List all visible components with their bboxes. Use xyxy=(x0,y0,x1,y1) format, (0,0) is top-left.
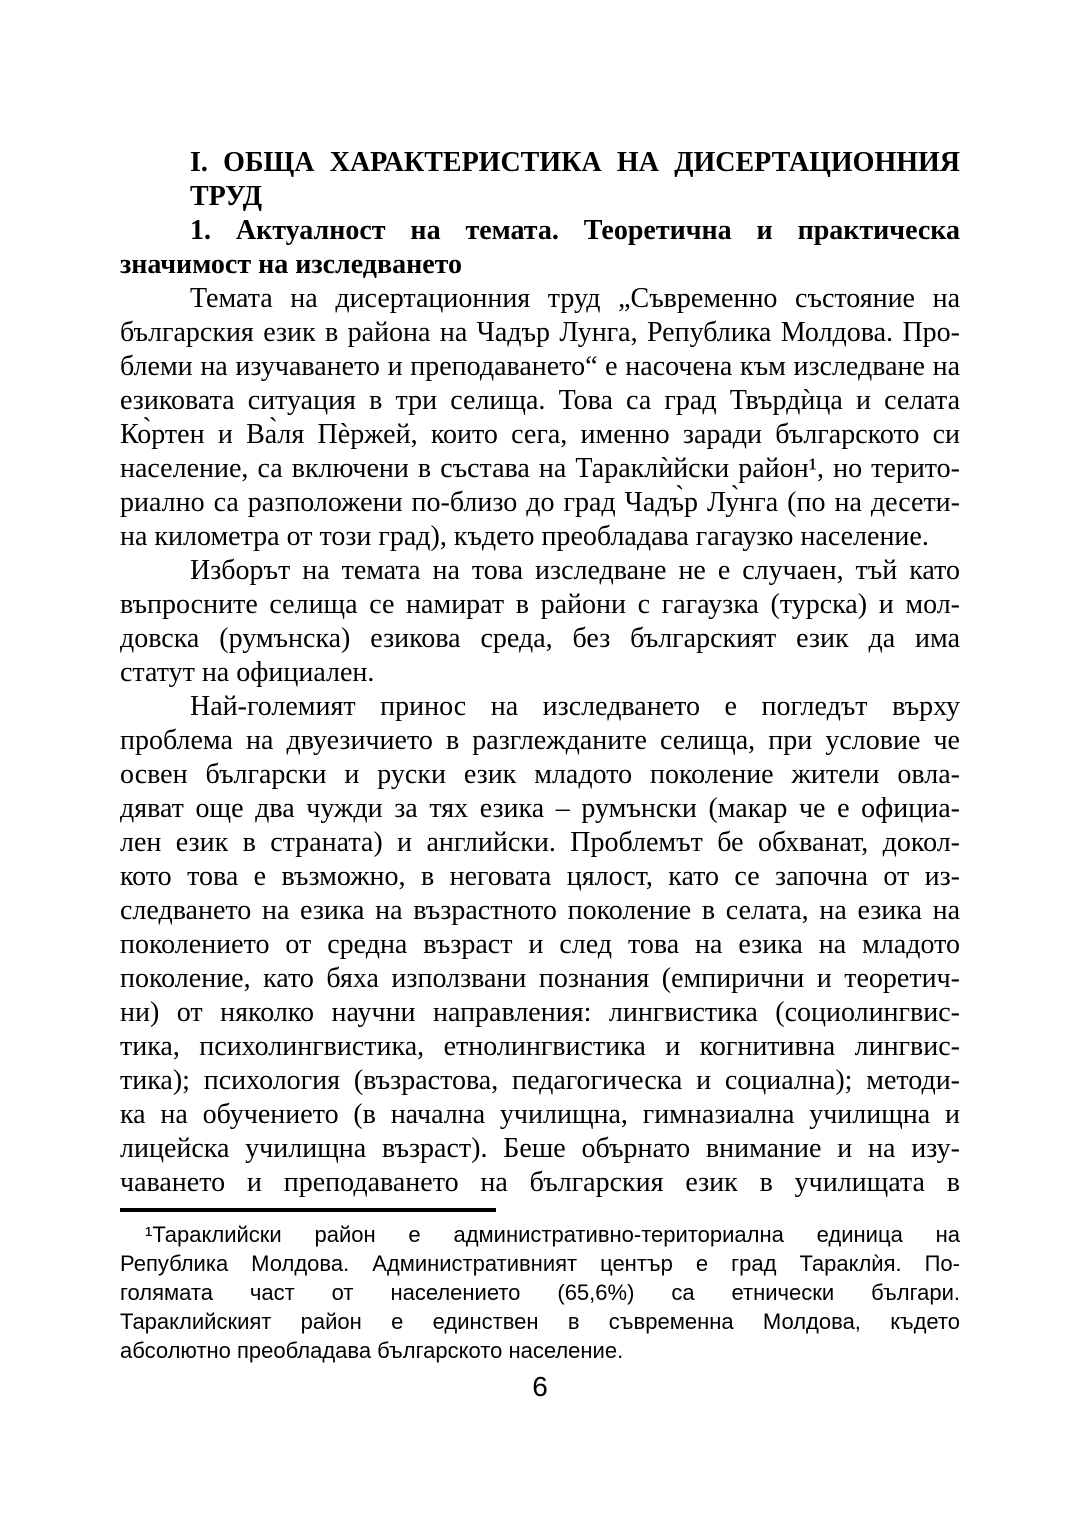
text-line: ни) от няколко научни направления: лингвистика (социолингвис- xyxy=(120,997,960,1028)
paragraph-3 xyxy=(120,690,960,1200)
footnote xyxy=(120,1220,960,1365)
footnote-separator xyxy=(120,1208,496,1212)
page-number: 6 xyxy=(532,1371,548,1402)
subsection-heading-line: значимост на изследването xyxy=(120,249,463,280)
text-line: Темата на дисертационния труд „Съвременно състояние на xyxy=(190,283,960,314)
text-line: тика); психология (възрастова, педагогическа и социална); методи- xyxy=(120,1065,960,1096)
text-line: поколението от средна възраст и след това на езика на младото xyxy=(120,929,960,960)
text-line: чаването и преподаването на българския език в училищата в xyxy=(120,1167,960,1198)
text-line: поколение, като бяха използвани познания (емпирични и теоретич- xyxy=(120,963,960,994)
text-line: проблема на двуезичието в разглежданите селища, при условие че xyxy=(120,725,960,756)
section-heading-line: I. ОБЩА ХАРАКТЕРИСТИКА НА ДИСЕРТАЦИОННИЯ xyxy=(190,147,960,178)
text-line: Най-големият принос на изследването е погледът върху xyxy=(190,691,960,722)
text-line: освен български и руски език младото поколение жители овла- xyxy=(120,759,960,790)
text-line: риално са разположени по-близо до град Чадъ̀р Лу̀нга (по на десети- xyxy=(120,487,960,518)
text-line: дяват още два чужди за тях езика – румънски (макар че е официа- xyxy=(120,793,960,824)
text-line: ка на обучението (в начална училищна, гимназиална училищна и xyxy=(120,1099,960,1130)
section-heading xyxy=(120,146,960,214)
paragraph-1 xyxy=(120,282,960,554)
text-line: Ко̀ртен и Ва̀ля Пѐржей, които сега, именно заради българското си xyxy=(120,419,960,450)
text-line: езиковата ситуация в три селища. Това са град Твърдѝца и селата xyxy=(120,385,960,416)
text-line: на километра от този град), където преобладава гагаузко население. xyxy=(120,521,929,552)
footnote-line: ¹Тараклийски район е административно-териториална единица на xyxy=(145,1222,960,1247)
subsection-heading-line: 1. Актуалност на темата. Теоретична и практическа xyxy=(190,215,960,246)
section-heading-line: ТРУД xyxy=(190,181,263,212)
text-line: статут на официален. xyxy=(120,657,375,688)
text-line: лицейска училищна възраст). Беше обърнато внимание и на изу- xyxy=(120,1133,960,1164)
text-line: българския език в района на Чадър Лунга, Република Молдова. Про- xyxy=(120,317,960,348)
text-line: блеми на изучаването и преподаването“ е насочена към изследване на xyxy=(120,351,960,382)
footnote-line: Република Молдова. Административният център е град Тараклѝя. По- xyxy=(120,1251,960,1276)
text-line: Изборът на темата на това изследване не е случаен, тъй като xyxy=(190,555,960,586)
footnote-line: абсолютно преобладава българското население. xyxy=(120,1338,624,1363)
footnote-line: Тараклийският район е единствен в съвременна Молдова, където xyxy=(120,1309,960,1334)
text-line: следването на езика на възрастното поколение в селата, на езика на xyxy=(120,895,960,926)
subsection-heading xyxy=(120,214,960,282)
text-line: кото това е възможно, в неговата цялост, като се започна от из- xyxy=(120,861,960,892)
text-line: въпросните селища се намират в райони с гагаузка (турска) и мол- xyxy=(120,589,960,620)
text-line: тика, психолингвистика, етнолингвистика и когнитивна лингвис- xyxy=(120,1031,960,1062)
text-line: население, са включени в състава на Тараклѝйски район¹, но терито- xyxy=(120,453,960,484)
footnote-line: голямата част от населението (65,6%) са етнически българи. xyxy=(120,1280,960,1305)
text-line: лен език в страната) и английски. Проблемът бе обхванат, докол- xyxy=(120,827,960,858)
text-line: довска (румънска) езикова среда, без българският език да има xyxy=(120,623,960,654)
paragraph-2 xyxy=(120,554,960,690)
